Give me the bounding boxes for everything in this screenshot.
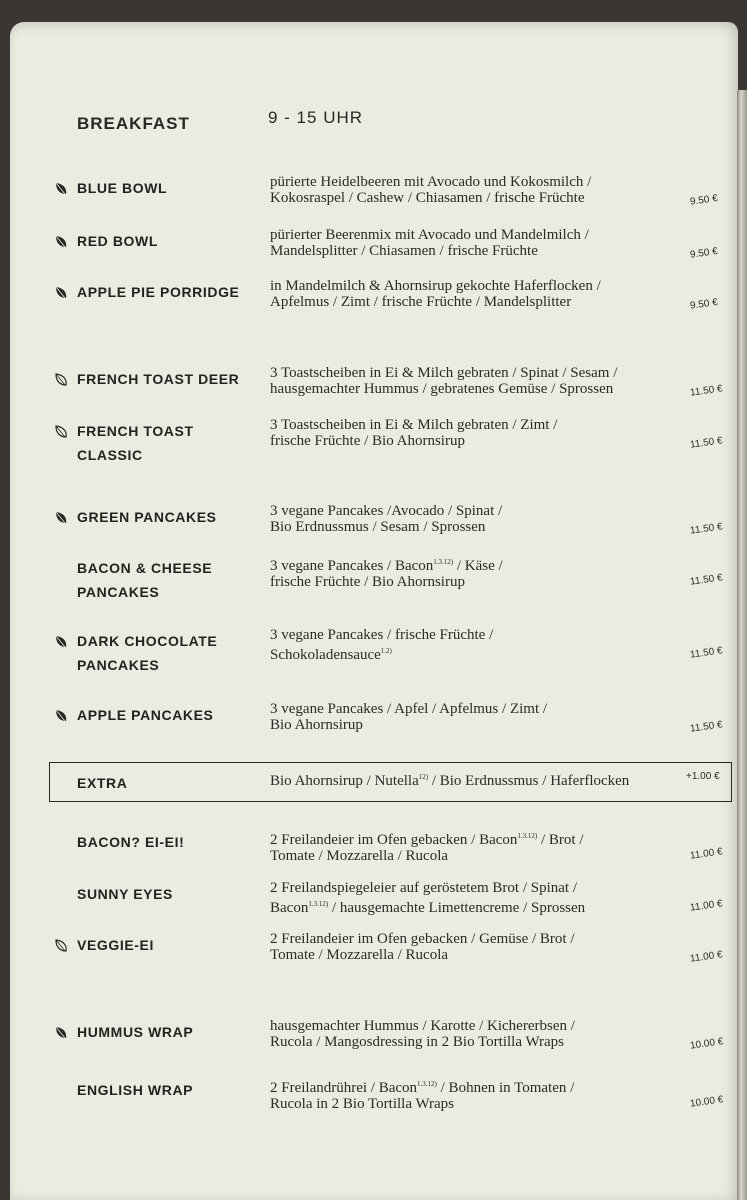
item-name: APPLE PANCAKES <box>77 707 214 723</box>
item-price: 11.00 € <box>689 846 724 862</box>
item-name: APPLE PIE PORRIDGE <box>77 284 240 300</box>
description-line: Rucola / Mangosdressing in 2 Bio Tortilla Wraps <box>270 1034 565 1050</box>
item-price: 11.50 € <box>689 521 724 537</box>
item-name: DARK CHOCOLATE PANCAKES <box>77 633 218 673</box>
description-line: 3 vegane Pancakes / Apfel / Apfelmus / Zimt / <box>270 701 548 717</box>
leaf-filled-icon <box>54 286 67 299</box>
leaf-filled-icon <box>54 709 67 722</box>
item-price: 10.00 € <box>689 1094 725 1110</box>
item-price: 11.50 € <box>689 719 724 735</box>
item-price: 11.00 € <box>689 949 724 965</box>
item-description <box>270 931 690 963</box>
description-line: 3 Toastscheiben in Ei & Milch gebraten / Zimt / <box>270 417 558 433</box>
description-line: Apfelmus / Zimt / frische Früchte / Mandelsplitter <box>270 294 572 310</box>
allergen-footnote: 1.3.12) <box>308 900 329 908</box>
binder-spine <box>737 90 747 1200</box>
description-line: 2 Freilandeier im Ofen gebacken / Gemüse / Brot / <box>270 931 575 947</box>
allergen-footnote: 1.3.12) <box>433 558 454 566</box>
leaf-filled-icon <box>54 1026 67 1039</box>
description-line: frische Früchte / Bio Ahornsirup <box>270 433 465 449</box>
item-description <box>270 828 690 864</box>
item-name: BLUE BOWL <box>77 180 168 196</box>
description-line: hausgemachter Hummus / Karotte / Kichererbsen / <box>270 1018 575 1034</box>
item-description <box>270 627 690 663</box>
description-line: frische Früchte / Bio Ahornsirup <box>270 574 465 590</box>
description-line: Bio Erdnussmus / Sesam / Sprossen <box>270 519 486 535</box>
description-line: 3 vegane Pancakes / Bacon$^{1.3.12)}$ / Käse / <box>270 558 503 574</box>
description-line: Bio Ahornsirup / Nutella$^{12)}$ / Bio Erdnussmus / Haferflocken <box>270 773 630 789</box>
description-line: Rucola in 2 Bio Tortilla Wraps <box>270 1096 455 1112</box>
leaf-outline-icon <box>54 373 67 386</box>
item-name: BACON? EI-EI! <box>77 834 185 850</box>
description-line: hausgemachter Hummus / gebratenes Gemüse / Sprossen <box>270 381 614 397</box>
allergen-footnote: 12) <box>418 773 429 781</box>
description-line: Bio Ahornsirup <box>270 717 363 733</box>
item-price: +1.00 € <box>686 771 720 782</box>
section-title: BREAKFAST <box>77 114 190 133</box>
description-line: Mandelsplitter / Chiasamen / frische Früchte <box>270 243 538 259</box>
description-line: Bacon$^{1.3.12)}$ / hausgemachte Limettencreme / Sprossen <box>270 900 586 916</box>
item-name: VEGGIE-EI <box>77 937 154 953</box>
description-line: pürierter Beerenmix mit Avocado und Mandelmilch / <box>270 227 589 243</box>
description-line: pürierte Heidelbeeren mit Avocado und Kokosmilch / <box>270 174 592 190</box>
description-line: 2 Freilandspiegeleier auf geröstetem Brot / Spinat / <box>270 880 578 896</box>
item-price: 11.50 € <box>689 645 724 661</box>
leaf-filled-icon <box>54 182 67 195</box>
description-line: Schokoladensauce$^{1.2)}$ <box>270 647 392 663</box>
item-description <box>270 769 690 789</box>
description-line: 3 vegane Pancakes / frische Früchte / <box>270 627 494 643</box>
leaf-filled-icon <box>54 235 67 248</box>
item-description <box>270 365 690 397</box>
item-price: 10.00 € <box>689 1036 725 1052</box>
item-description <box>270 278 690 310</box>
item-description <box>270 554 690 590</box>
item-name: BACON & CHEESE PANCAKES <box>77 560 213 600</box>
allergen-footnote: 1.3.12) <box>417 1080 437 1088</box>
description-line: 2 Freilandrührei / Bacon$^{1.3.12)}$ / Bohnen in Tomaten / <box>270 1080 575 1096</box>
description-line: in Mandelmilch & Ahornsirup gekochte Haferflocken / <box>270 278 601 294</box>
item-price: 9.50 € <box>689 245 719 261</box>
item-price: 11.50 € <box>689 572 724 588</box>
item-description <box>270 880 690 916</box>
item-description <box>270 1076 690 1112</box>
leaf-outline-icon <box>54 939 67 952</box>
item-name: FRENCH TOAST CLASSIC <box>77 423 194 463</box>
allergen-footnote: 1.2) <box>380 647 392 655</box>
item-price: 9.50 € <box>689 296 719 312</box>
item-name: RED BOWL <box>77 233 159 249</box>
item-description <box>270 417 690 449</box>
item-description <box>270 227 690 259</box>
description-line: 2 Freilandeier im Ofen gebacken / Bacon$^{1.3.12)}$ / Brot / <box>270 832 584 848</box>
allergen-footnote: 1.3.12) <box>517 832 538 840</box>
leaf-filled-icon <box>54 635 67 648</box>
description-line: Tomate / Mozzarella / Rucola <box>270 947 449 963</box>
item-description <box>270 503 690 535</box>
item-name: SUNNY EYES <box>77 886 173 902</box>
description-line: 3 Toastscheiben in Ei & Milch gebraten / Spinat / Sesam / <box>270 365 618 381</box>
leaf-filled-icon <box>54 511 67 524</box>
item-description <box>270 701 690 733</box>
item-price: 9.50 € <box>689 192 719 208</box>
description-line: 3 vegane Pancakes /Avocado / Spinat / <box>270 503 503 519</box>
description-line: Kokosraspel / Cashew / Chiasamen / frische Früchte <box>270 190 585 206</box>
item-name: FRENCH TOAST DEER <box>77 371 240 387</box>
item-name: EXTRA <box>77 775 128 791</box>
leaf-outline-icon <box>54 425 67 438</box>
opening-hours: 9 - 15 UHR <box>268 108 364 127</box>
item-name: GREEN PANCAKES <box>77 509 217 525</box>
item-name: HUMMUS WRAP <box>77 1024 194 1040</box>
item-price: 11.50 € <box>689 383 724 399</box>
item-name: ENGLISH WRAP <box>77 1082 194 1098</box>
description-line: Tomate / Mozzarella / Rucola <box>270 848 449 864</box>
item-price: 11.50 € <box>689 435 724 451</box>
item-description <box>270 1018 690 1050</box>
item-price: 11.00 € <box>689 898 724 914</box>
item-description <box>270 174 690 206</box>
